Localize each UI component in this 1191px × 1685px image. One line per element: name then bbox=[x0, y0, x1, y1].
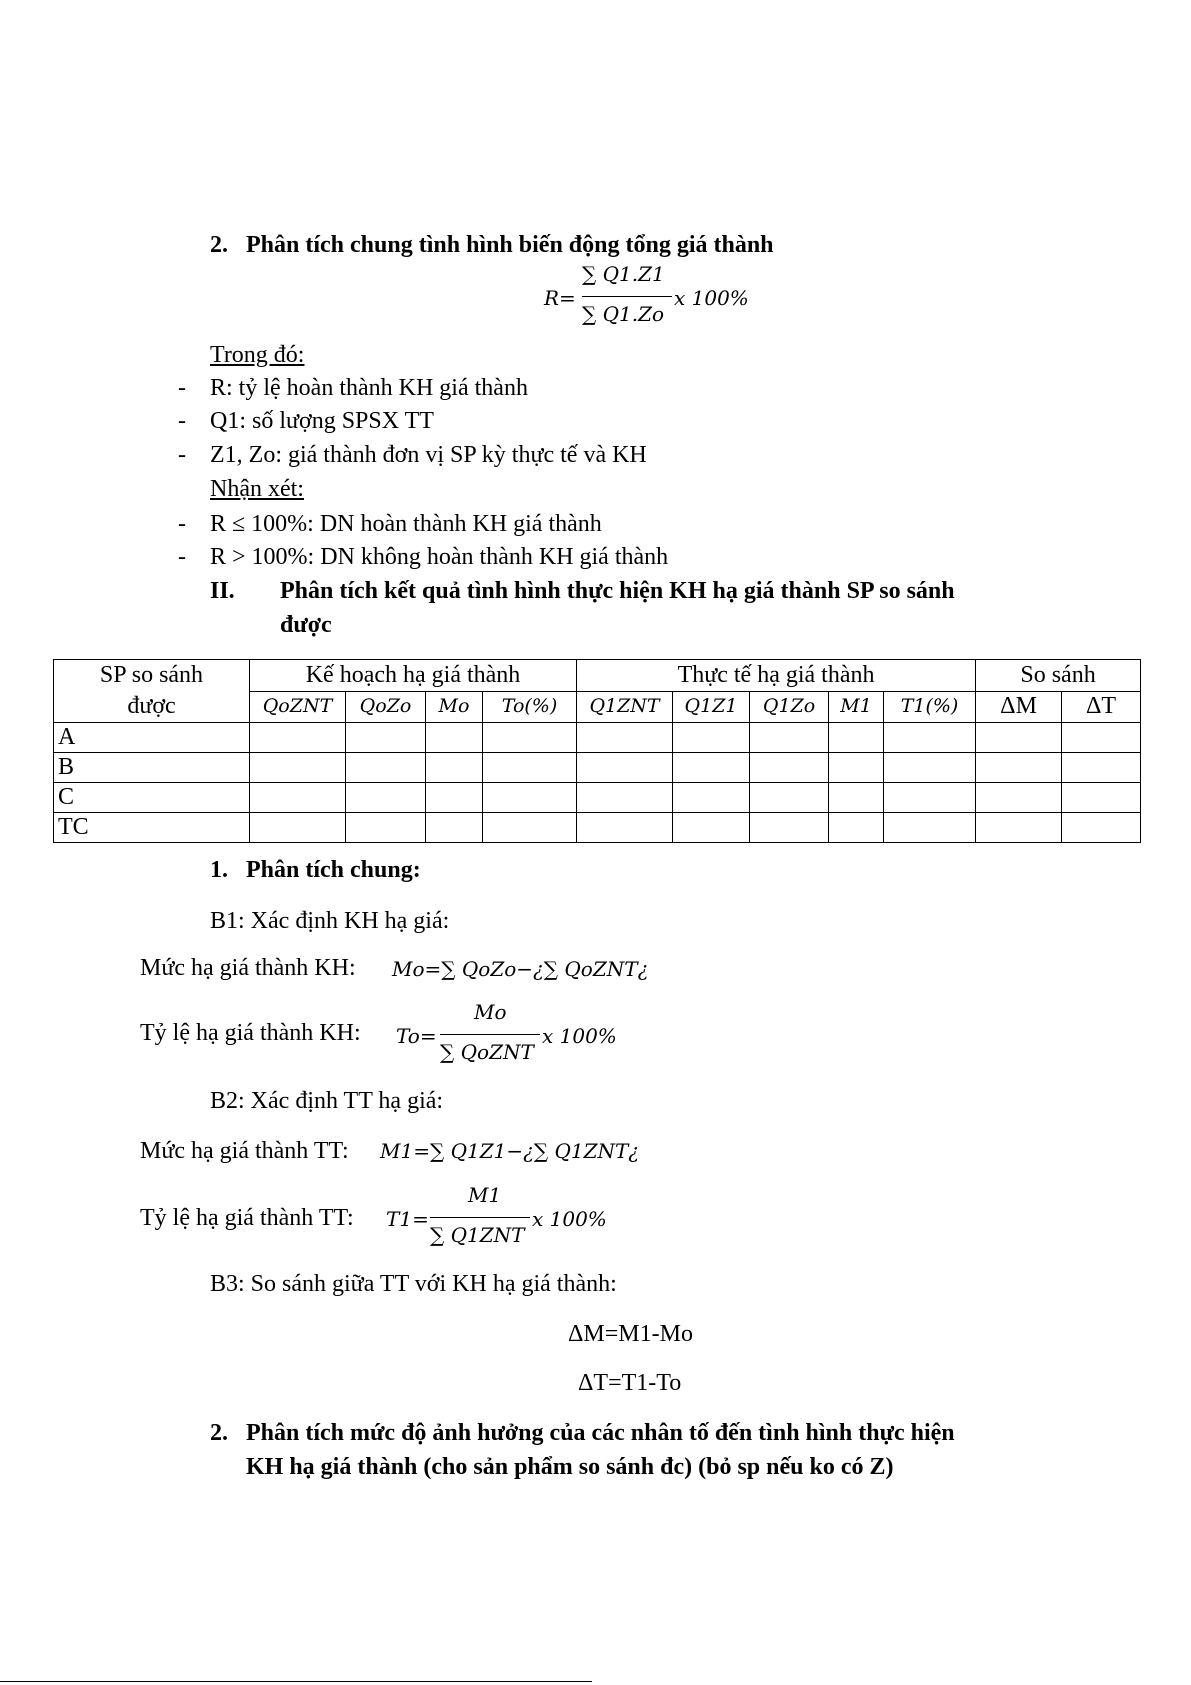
bullet-dash: - bbox=[178, 511, 186, 537]
delta-m-formula: ΔM=M1-Mo bbox=[568, 1321, 693, 1347]
row-label: B bbox=[54, 753, 250, 783]
table-row bbox=[54, 783, 1141, 813]
formula-r-denominator: ∑ Q1.Zo bbox=[582, 302, 665, 326]
step-b1: B1: Xác định KH hạ giá: bbox=[210, 908, 450, 934]
header-actual-col: Q1ZNT bbox=[577, 691, 673, 723]
t1-formula-denominator: ∑ Q1ZNT bbox=[430, 1223, 525, 1247]
to-label: Tỷ lệ hạ giá thành KH: bbox=[140, 1020, 361, 1046]
where-label: Trong đó: bbox=[210, 342, 305, 368]
t1-label: Tỷ lệ hạ giá thành TT: bbox=[140, 1205, 354, 1231]
row-label: C bbox=[54, 783, 250, 813]
formula-r-numerator: ∑ Q1.Z1 bbox=[582, 262, 665, 286]
header-actual-group: Thực tế hạ giá thành bbox=[577, 660, 976, 692]
formula-r bbox=[544, 262, 754, 336]
header-compare-group: So sánh bbox=[976, 660, 1141, 692]
bullet-dash: - bbox=[178, 375, 186, 401]
header-product bbox=[54, 660, 250, 723]
bullet-dash: - bbox=[178, 408, 186, 434]
to-formula-numerator: Mo bbox=[474, 1000, 507, 1024]
m1-label: Mức hạ giá thành TT: bbox=[140, 1138, 349, 1164]
to-formula-denominator: ∑ QoZNT bbox=[440, 1040, 534, 1064]
header-product-line1: SP so sánh bbox=[99, 662, 204, 688]
footer-separator bbox=[0, 1681, 592, 1682]
mo-label: Mức hạ giá thành KH: bbox=[140, 955, 356, 981]
header-plan-col: Mo bbox=[426, 691, 483, 723]
to-formula-tail: x 100% bbox=[542, 1024, 617, 1048]
header-plan-col: QoZNT bbox=[250, 691, 346, 723]
fraction-bar bbox=[582, 296, 672, 297]
header-plan-col: QoZo bbox=[346, 691, 426, 723]
mo-formula: Mo=∑ QoZo−¿∑ QoZNT¿ bbox=[392, 957, 649, 981]
m1-formula: M1=∑ Q1Z1−¿∑ Q1ZNT¿ bbox=[380, 1139, 640, 1163]
part-title-line1: Phân tích kết quả tình hình thực hiện KH hạ giá thành SP so sánh bbox=[280, 578, 955, 604]
header-compare-col: ΔM bbox=[976, 691, 1062, 723]
formula-r-lhs: R= bbox=[544, 286, 576, 310]
general-number: 1. bbox=[210, 857, 228, 883]
delta-t-formula: ΔT=T1-To bbox=[578, 1370, 682, 1396]
section2b-number: 2. bbox=[210, 1420, 228, 1446]
section-title: Phân tích chung tình hình biến động tổng giá thành bbox=[246, 232, 774, 258]
fraction-bar bbox=[430, 1217, 530, 1218]
t1-formula-numerator: M1 bbox=[468, 1183, 502, 1207]
t1-formula bbox=[386, 1183, 626, 1253]
fraction-bar bbox=[440, 1034, 540, 1035]
t1-formula-lhs: T1= bbox=[386, 1207, 429, 1231]
step-b2: B2: Xác định TT hạ giá: bbox=[210, 1088, 444, 1114]
comment-label: Nhận xét: bbox=[210, 476, 304, 502]
header-actual-col: T1(%) bbox=[884, 691, 976, 723]
header-actual-col: Q1Z1 bbox=[673, 691, 750, 723]
general-title: Phân tích chung: bbox=[246, 857, 421, 883]
table-row bbox=[54, 753, 1141, 783]
header-product-line2: được bbox=[127, 693, 176, 719]
definition-item: Q1: số lượng SPSX TT bbox=[210, 408, 434, 434]
section-number: 2. bbox=[210, 232, 228, 258]
plan-comparison-table bbox=[53, 659, 1141, 843]
definition-item: Z1, Zo: giá thành đơn vị SP kỳ thực tế và KH bbox=[210, 442, 647, 468]
to-formula bbox=[396, 1000, 636, 1070]
formula-r-tail: x 100% bbox=[674, 286, 749, 310]
t1-formula-tail: x 100% bbox=[532, 1207, 607, 1231]
comment-item: R > 100%: DN không hoàn thành KH giá thành bbox=[210, 544, 669, 570]
definition-item: R: tỷ lệ hoàn thành KH giá thành bbox=[210, 375, 528, 401]
section2b-line1: Phân tích mức độ ảnh hưởng của các nhân tố đến tình hình thực hiện bbox=[246, 1420, 955, 1446]
part-number: II. bbox=[210, 578, 235, 604]
row-label: TC bbox=[54, 813, 250, 843]
header-compare-col: ΔT bbox=[1062, 691, 1141, 723]
table-row bbox=[54, 813, 1141, 843]
header-actual-col: Q1Zo bbox=[750, 691, 829, 723]
row-label: A bbox=[54, 723, 250, 753]
to-formula-lhs: To= bbox=[396, 1024, 437, 1048]
bullet-dash: - bbox=[178, 544, 186, 570]
comment-item: R ≤ 100%: DN hoàn thành KH giá thành bbox=[210, 511, 602, 537]
header-actual-col: M1 bbox=[829, 691, 884, 723]
table-row bbox=[54, 723, 1141, 753]
part-title-line2: được bbox=[280, 612, 332, 638]
bullet-dash: - bbox=[178, 442, 186, 468]
section2b-line2: KH hạ giá thành (cho sản phẩm so sánh đc) (bỏ sp nếu ko có Z) bbox=[246, 1454, 894, 1480]
step-b3: B3: So sánh giữa TT với KH hạ giá thành: bbox=[210, 1271, 617, 1297]
header-plan-group: Kế hoạch hạ giá thành bbox=[250, 660, 577, 692]
header-plan-col: To(%) bbox=[483, 691, 577, 723]
